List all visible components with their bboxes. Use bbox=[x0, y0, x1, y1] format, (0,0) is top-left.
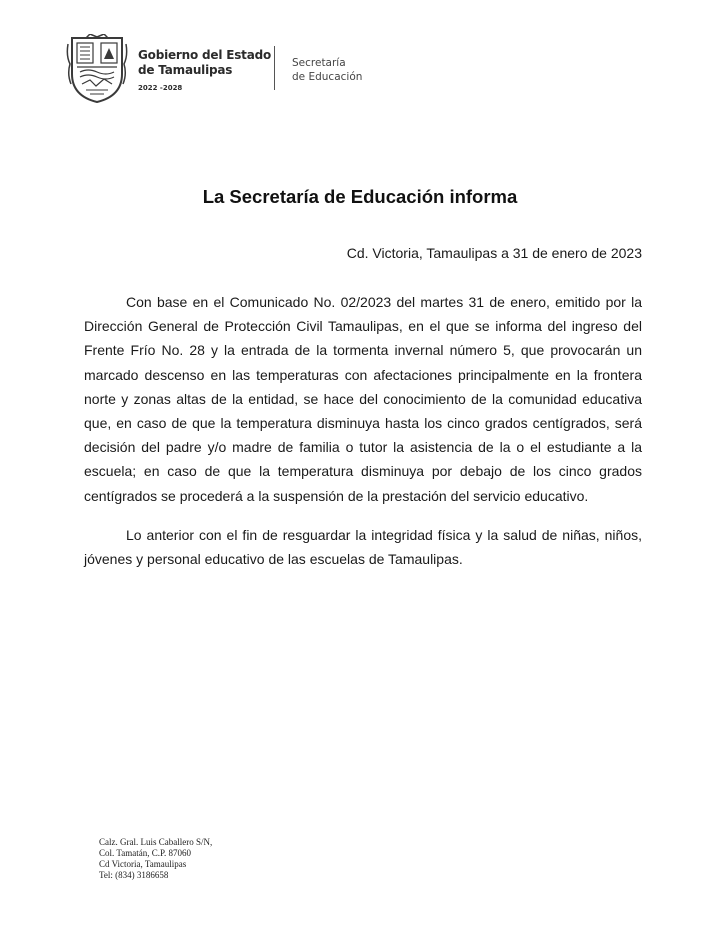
paragraph-1: Con base en el Comunicado No. 02/2023 del martes 31 de enero, emitido por la Dirección General de Protección Civil Tamaulipas, en el que se informa del ingreso del Frente Frío No. 28 y la entrada de la tormenta invernal número 5, que provocarán un marcado descenso en las temperaturas con afectaciones principalmente en la frontera norte y zonas altas de la entidad, se hace del conocimiento de la comunidad educativa que, en caso de que la temperatura disminuya hasta los cinco grados centígrados, será decisión del padre y/o madre de familia o tutor la asistencia de la o el estudiante a la escuela; en caso de que la temperatura disminuya por debajo de los cinco grados centígrados se procederá a la suspensión de la prestación del servicio educativo. bbox=[84, 294, 642, 504]
letterhead bbox=[66, 34, 386, 104]
government-name-line1: Gobierno del Estado bbox=[138, 48, 272, 62]
footer-address-line3: Cd Victoria, Tamaulipas bbox=[99, 859, 187, 869]
date-line: Cd. Victoria, Tamaulipas a 31 de enero de 2023 bbox=[346, 245, 642, 261]
footer-address-line1: Calz. Gral. Luis Caballero S/N, bbox=[99, 837, 213, 847]
secretaria-name-line2: de Educación bbox=[292, 71, 363, 83]
government-name-line2: de Tamaulipas bbox=[138, 63, 233, 77]
footer-address-line2: Col. Tamatán, C.P. 87060 bbox=[99, 848, 191, 858]
state-seal-icon bbox=[66, 34, 128, 104]
letterhead-divider bbox=[274, 46, 275, 90]
secretaria-name bbox=[292, 56, 362, 84]
government-period: 2022 -2028 bbox=[138, 84, 183, 92]
secretaria-name-line1: Secretaría bbox=[292, 57, 346, 69]
document-title: La Secretaría de Educación informa bbox=[202, 186, 518, 207]
paragraph-2: Lo anterior con el fin de resguardar la integridad física y la salud de niñas, niños, jóvenes y personal educativo de las escuelas de Tamaulipas. bbox=[84, 527, 642, 568]
government-name bbox=[138, 48, 271, 78]
footer-address bbox=[99, 837, 212, 881]
footer-phone: Tel: (834) 3186658 bbox=[99, 870, 169, 880]
